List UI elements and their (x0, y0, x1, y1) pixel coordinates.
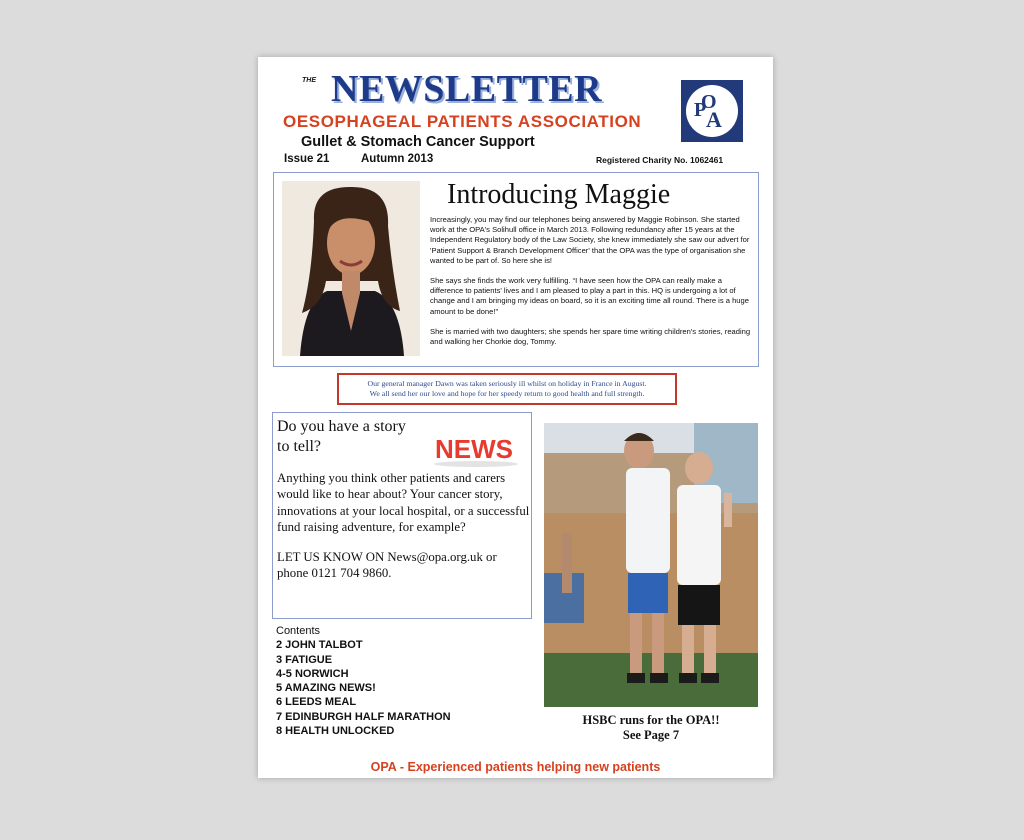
contents-item: 6 LEEDS MEAL (276, 696, 357, 709)
issue-number: Issue 21 (284, 153, 330, 165)
news-letters-graphic (431, 428, 521, 468)
story-heading (277, 417, 406, 457)
feature-paragraph: She says she finds the work very fulfilling. “I have seen how the OPA can really make a difference to patients' lives and I am pleased to play a part in this. HQ is undergoing a lot of change and I am bringing my ideas on board, so it is an exciting time all round. There is a huge amount to be done!” (430, 276, 749, 316)
caption-line: See Page 7 (622, 728, 680, 742)
logo-letter-o: O (701, 91, 717, 113)
masthead-title: NEWSLETTER (331, 68, 603, 110)
contents-item: 2 JOHN TALBOT (276, 639, 363, 652)
story-heading-line: Do you have a story (277, 418, 406, 435)
charity-number: Registered Charity No. 1062461 (596, 155, 724, 165)
runners-photo (544, 423, 758, 707)
contents-item: 7 EDINBURGH HALF MARATHON (276, 710, 451, 723)
contents-item: 3 FATIGUE (276, 653, 333, 666)
feature-body (430, 215, 752, 357)
notice-line: Our general manager Dawn was taken seriously ill whilst on holiday in France in August. (367, 378, 647, 388)
news-art-image (431, 428, 521, 468)
story-contact: LET US KNOW ON News@opa.org.uk or phone 0121 704 9860. (277, 550, 497, 581)
story-box (272, 412, 532, 619)
story-heading-line: to tell? (277, 438, 321, 455)
association-name: OESOPHAGEAL PATIENTS ASSOCIATION (283, 112, 642, 131)
contents-item: 4-5 NORWICH (276, 667, 349, 680)
opa-logo-ring (686, 85, 738, 137)
contents-list (276, 624, 451, 738)
contents-item: 5 AMAZING NEWS! (276, 682, 376, 695)
portrait-image (282, 181, 420, 356)
contents-item: 8 HEALTH UNLOCKED (276, 725, 395, 738)
maggie-photo (282, 181, 420, 356)
runners-image (544, 423, 758, 707)
feature-title: Introducing Maggie (447, 179, 671, 210)
notice-box (337, 373, 677, 405)
notice-line: We all send her our love and hope for her speedy return to good health and full strength. (369, 389, 645, 398)
opa-logo (681, 80, 743, 142)
story-paragraph: Anything you think other patients and carers would like to hear about? Your cancer story, innovations at your local hospital, or a successful fund raising adventure, for example? (277, 471, 530, 534)
caption-line: HSBC runs for the OPA!! (582, 713, 720, 727)
feature-paragraph: She is married with two daughters; she spends her spare time writing children's stories, reading and walking her Chorkie dog, Tommy. (430, 326, 751, 347)
masthead-the: THE (302, 77, 316, 84)
newsletter-page (258, 57, 773, 778)
logo-letter-a: A (706, 107, 722, 132)
issue-season: Autumn 2013 (361, 153, 434, 165)
news-art-text-n: NEWS (435, 434, 513, 464)
logo-letter-p: P (694, 99, 707, 121)
feature-box (273, 172, 759, 367)
footer-slogan: OPA - Experienced patients helping new patients (370, 760, 661, 774)
photo-caption (544, 713, 758, 743)
tagline: Gullet & Stomach Cancer Support (301, 134, 535, 150)
contents-title: Contents (276, 625, 321, 637)
feature-paragraph: Increasingly, you may find our telephones being answered by Maggie Robinson. She started work at the OPA's Solihull office in March 2013. Following redundancy after 15 years at the Independent Regulatory body of the Law Society, she knew immediately she saw our advert for 'Patient Support & Branch Development Officer' that the OPA was the type of organisation she wanted to be part of. So here she is! (430, 215, 750, 265)
story-body (277, 470, 531, 596)
